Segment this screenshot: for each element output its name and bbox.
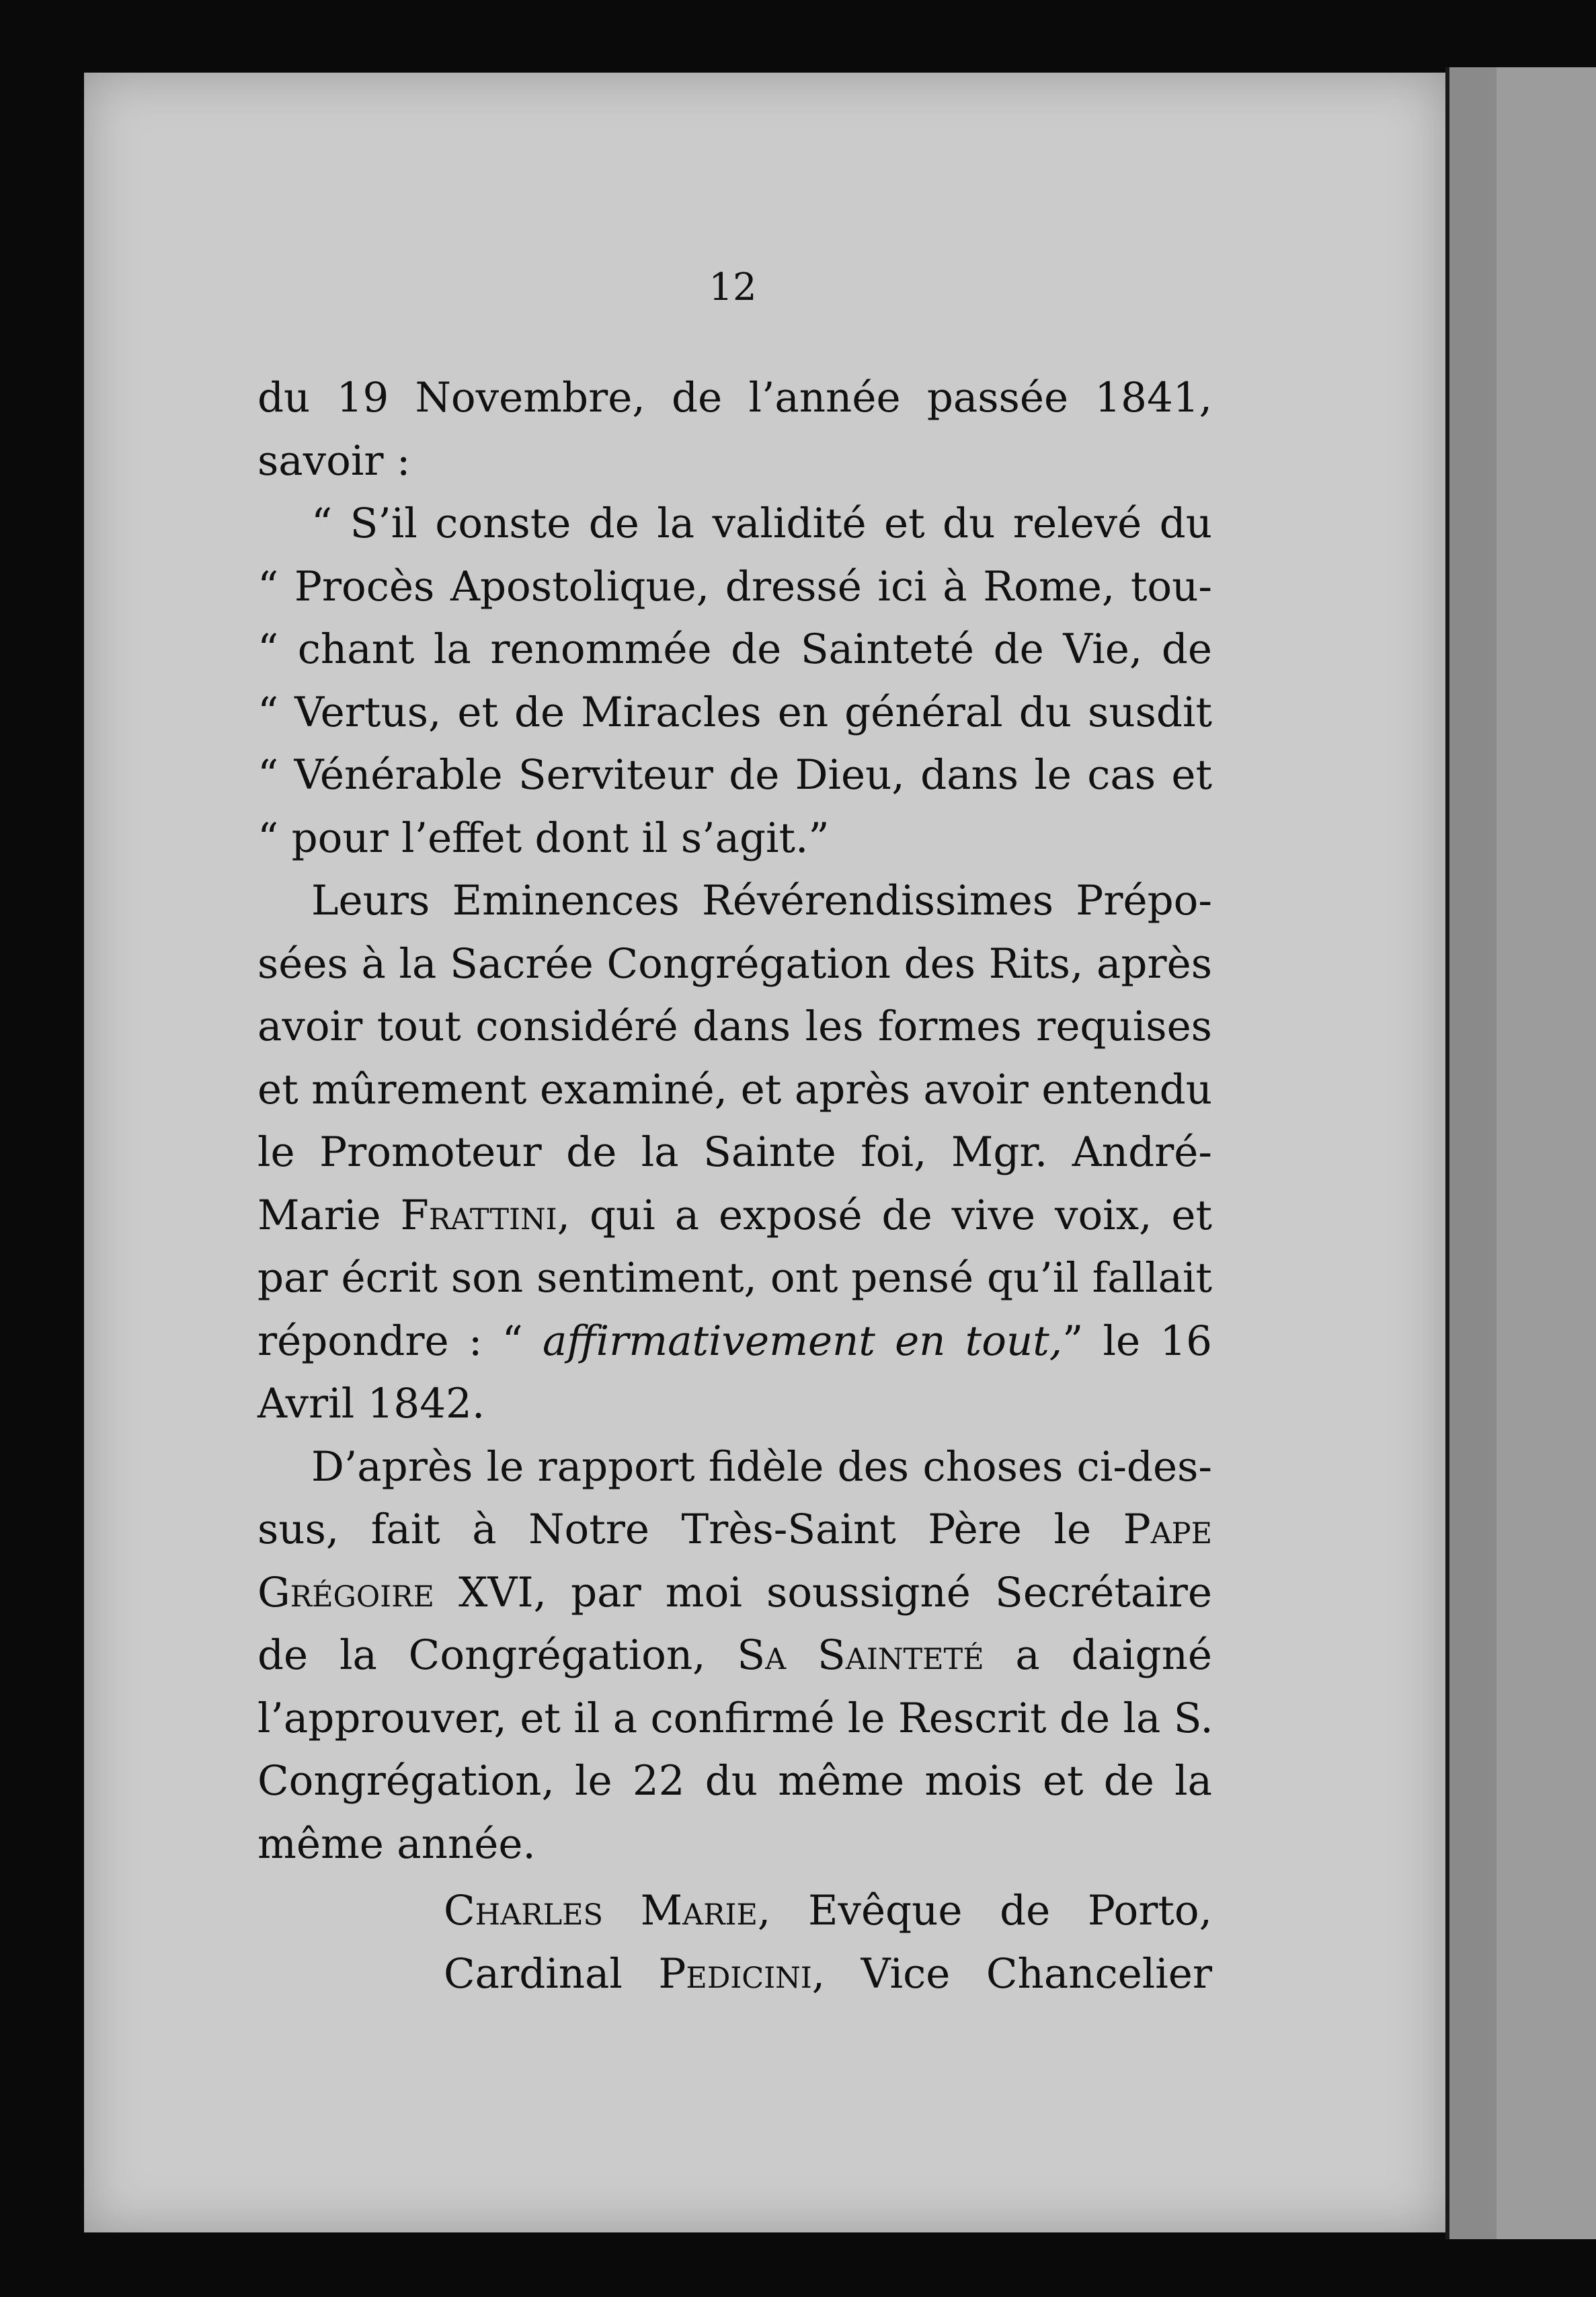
text-run: Marie xyxy=(257,1191,401,1239)
text-line-6: “ Vertus, et de Miracles en général du susdit xyxy=(257,688,1212,736)
text-run: a daigné xyxy=(984,1631,1212,1679)
text-line-1: du 19 Novembre, de l’année passée 1841, xyxy=(257,374,1212,422)
text-line-23: Congrégation, le 22 du même mois et de la xyxy=(257,1757,1212,1805)
italic-phrase: affirmativement en tout, xyxy=(543,1317,1063,1365)
text-run: , qui a exposé de vive voix, et xyxy=(557,1191,1212,1239)
text-run: XVI, par moi soussigné Secrétaire xyxy=(434,1568,1212,1617)
text-line-7: “ Vénérable Serviteur de Dieu, dans le cas et xyxy=(257,751,1212,799)
name-frattini: Frattini xyxy=(400,1191,557,1239)
signature-line-2 xyxy=(444,1943,1212,2006)
text-run: sus, fait à Notre Très-Saint Père le xyxy=(257,1506,1123,1553)
signature-line-1 xyxy=(444,1879,1212,1943)
text-line-15: par écrit son sentiment, ont pensé qu’il fallait xyxy=(257,1254,1212,1302)
text-line-22: l’approuver, et il a confirmé le Rescrit de la S. xyxy=(257,1694,1213,1742)
text-line-2: savoir : xyxy=(257,436,411,485)
text-line-4: “ Procès Apostolique, dressé ici à Rome, tou- xyxy=(257,562,1212,611)
name-gregoire: Grégoire xyxy=(257,1568,434,1617)
text-run: , Vice Chancelier xyxy=(811,1950,1213,1998)
text-line-13: le Promoteur de la Sainte foi, Mgr. André- xyxy=(257,1128,1212,1176)
text-line-16 xyxy=(257,1310,1212,1373)
text-run: Cardinal xyxy=(444,1950,659,1998)
body-text xyxy=(257,366,1212,1875)
text-run: répondre : “ xyxy=(257,1317,543,1365)
text-run: , Evêque de Porto, xyxy=(757,1887,1212,1935)
text-line-14 xyxy=(257,1184,1212,1247)
text-line-20 xyxy=(257,1561,1212,1625)
text-line-12: et mûrement examiné, et après avoir entendu xyxy=(257,1065,1212,1114)
text-run: ” le 16 xyxy=(1062,1317,1212,1365)
text-line-9: Leurs Eminences Révérendissimes Prépo- xyxy=(311,877,1212,925)
text-line-21 xyxy=(257,1624,1212,1687)
name-pedicini: Pedicini xyxy=(658,1950,812,1998)
text-line-18: D’après le rapport fidèle des choses ci-des- xyxy=(311,1442,1212,1491)
text-line-17: Avril 1842. xyxy=(257,1380,485,1428)
page-gutter xyxy=(1445,67,1497,2239)
word-pape: Pape xyxy=(1123,1506,1212,1553)
text-line-8: “ pour l’effet dont il s’agit.” xyxy=(257,814,830,862)
text-line-10: sées à la Sacrée Congrégation des Rits, après xyxy=(257,939,1212,988)
sa-saintete: Sa Sainteté xyxy=(737,1631,984,1679)
signature-block xyxy=(444,1879,1212,2006)
text-line-3: “ S’il conste de la validité et du relevé du xyxy=(311,500,1212,547)
text-line-5: “ chant la renommée de Sainteté de Vie, de xyxy=(257,625,1212,673)
page-number: 12 xyxy=(709,266,757,309)
name-charles-marie: Charles Marie xyxy=(444,1887,758,1935)
text-run: de la Congrégation, xyxy=(257,1631,737,1679)
adjacent-page xyxy=(1497,67,1596,2239)
text-line-11: avoir tout considéré dans les formes requises xyxy=(257,1003,1212,1050)
text-line-24: même année. xyxy=(257,1820,536,1868)
text-line-19 xyxy=(257,1498,1212,1561)
